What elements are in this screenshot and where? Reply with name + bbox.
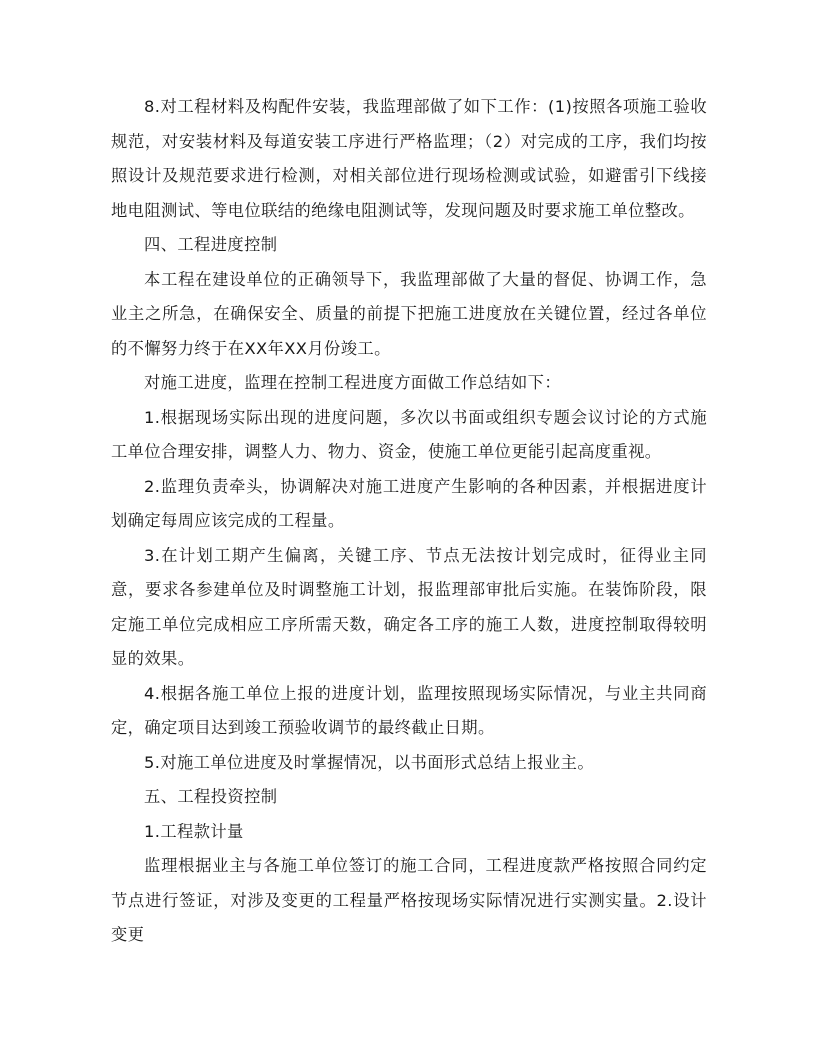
list-item-progress-5: 5.对施工单位进度及时掌握情况，以书面形式总结上报业主。 (144, 752, 595, 772)
heading-investment-control: 五、工程投资控制 (144, 787, 278, 806)
list-item-progress-1: 1.根据现场实际出现的进度问题，多次以书面或组织专题会议讨论的方式施工单位合理安排，调整人力、物力、资金，使施工单位更能引起高度重视。 (111, 407, 707, 461)
paragraph-materials-installation: 8.对工程材料及构配件安装，我监理部做了如下工作：(1)按照各项施工验收规范，对安装材料及每道安装工序进行严格监理；（2）对完成的工序，我们均按照设计及规范要求进行检测，对相关部位进行现场检测或试验，如避雷引下线接地电阻测试、等电位联结的绝缘电阻测试等，发现问题及时要求施工单位整改。 (111, 97, 707, 220)
paragraph-progress-intro: 本工程在建设单位的正确领导下，我监理部做了大量的督促、协调工作，急业主之所急，在确保安全、质量的前提下把施工进度放在关键位置，经过各单位的不懈努力终于在XX年XX月份竣工。 (111, 269, 707, 358)
list-item-progress-4: 4.根据各施工单位上报的进度计划，监理按照现场实际情况，与业主共同商定，确定项目达到竣工预验收调节的最终截止日期。 (111, 683, 707, 737)
paragraph-payment-measurement: 监理根据业主与各施工单位签订的施工合同，工程进度款严格按照合同约定节点进行签证，对涉及变更的工程量严格按现场实际情况进行实测实量。2.设计变更 (111, 856, 707, 944)
heading-progress-control: 四、工程进度控制 (144, 235, 278, 254)
subheading-payment-measurement: 1.工程款计量 (144, 821, 244, 841)
list-item-progress-3: 3.在计划工期产生偏离，关键工序、节点无法按计划完成时，征得业主同意，要求各参建单位及时调整施工计划，报监理部审批后实施。在装饰阶段，限定施工单位完成相应工序所需天数，确定各工序的施工人数，进度控制取得较明显的效果。 (111, 545, 707, 668)
document-body (111, 90, 707, 953)
list-item-progress-2: 2.监理负责牵头，协调解决对施工进度产生影响的各种因素，并根据进度计划确定每周应该完成的工程量。 (111, 476, 707, 530)
paragraph-progress-summary-lead: 对施工进度，监理在控制工程进度方面做工作总结如下： (144, 373, 562, 392)
